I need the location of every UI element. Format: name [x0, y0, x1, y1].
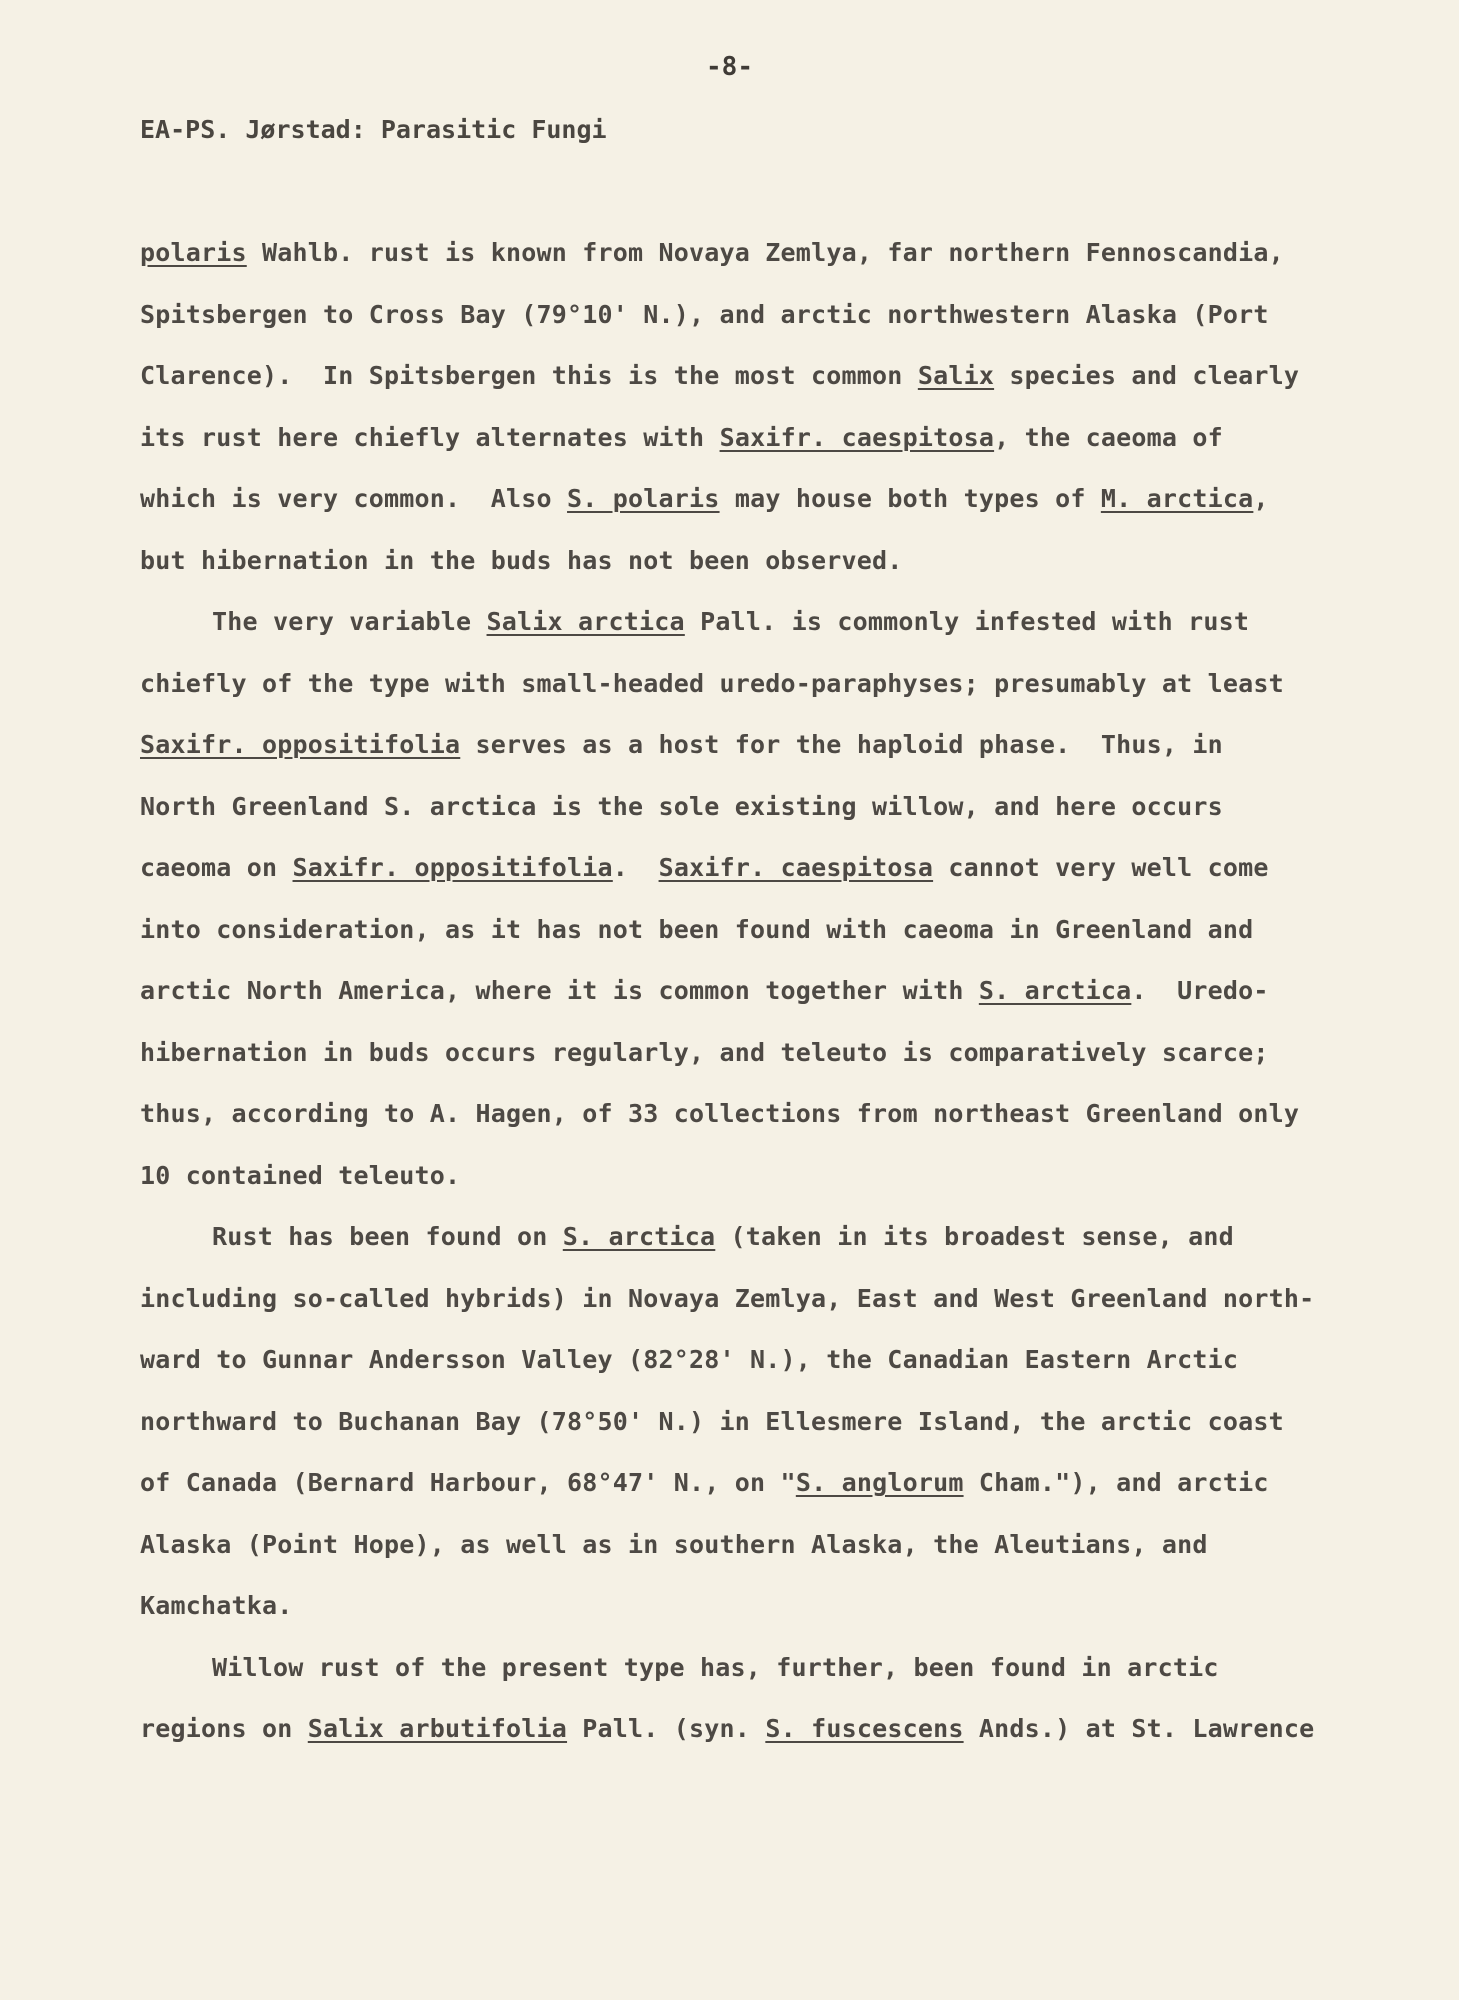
body-text — [140, 238, 1340, 1776]
text-span: . Uredo- — [1131, 976, 1269, 1005]
text-span: its rust here chiefly alternates with — [140, 422, 720, 452]
text-span: caeoma on — [140, 853, 293, 882]
text-line — [140, 976, 1340, 1038]
text-span: Wahlb. rust is known from Novaya Zemlya, far northern Fennoscandia, — [246, 238, 1284, 267]
text-line — [140, 730, 1340, 792]
text-span: into consideration, as it has not been found with caeoma in Greenland and — [140, 914, 1254, 944]
taxon-name: Saxifr. oppositifolia — [140, 730, 461, 759]
taxon-name: Saxifr. caespitosa — [719, 422, 995, 452]
text-span: regions on — [140, 1714, 308, 1743]
text-span: may house both types of — [719, 484, 1101, 513]
text-span: Spitsbergen to Cross Bay (79°10' N.), and arctic northwestern Alaska (Port — [140, 299, 1269, 329]
text-span: including so-called hybrids) in Novaya Zemlya, East and West Greenland north- — [140, 1283, 1315, 1313]
text-line — [140, 915, 1340, 977]
taxon-name: Salix arbutifolia — [307, 1714, 568, 1743]
taxon-name: Saxifr. caespitosa — [658, 853, 934, 882]
text-line — [140, 1345, 1340, 1407]
text-line — [140, 669, 1340, 731]
text-line — [140, 853, 1340, 915]
text-span: , — [1253, 484, 1269, 513]
text-line — [140, 1284, 1340, 1346]
text-span: serves as a host for the haploid phase. Thus, in — [460, 730, 1223, 759]
text-line — [140, 1530, 1340, 1592]
text-span: of Canada (Bernard Harbour, 68°47' N., on " — [140, 1468, 796, 1497]
text-line — [140, 1099, 1340, 1161]
text-line — [140, 300, 1340, 362]
running-head: EA-PS. Jørstad: Parasitic Fungi — [140, 115, 607, 144]
text-line — [140, 1407, 1340, 1469]
taxon-name: Saxifr. oppositifolia — [292, 853, 613, 882]
text-span: northward to Buchanan Bay (78°50' N.) in Ellesmere Island, the arctic coast — [140, 1406, 1284, 1436]
text-span: (taken in its broadest sense, and — [715, 1222, 1234, 1251]
text-span: Clarence). In Spitsbergen this is the most common — [140, 361, 918, 390]
text-line — [140, 238, 1340, 300]
text-line — [140, 1222, 1340, 1284]
taxon-name: polaris — [140, 238, 247, 267]
text-span: Cham."), and arctic — [963, 1468, 1269, 1497]
text-span: chiefly of the type with small-headed uredo-paraphyses; presumably at least — [140, 668, 1284, 698]
page-number: -8- — [706, 52, 753, 82]
text-line — [140, 1653, 1340, 1715]
text-span: Alaska (Point Hope), as well as in southern Alaska, the Aleutians, and — [140, 1529, 1208, 1559]
text-span: thus, according to A. Hagen, of 33 collections from northeast Greenland only — [140, 1099, 1300, 1128]
text-span: Willow rust of the present type has, further, been found in arctic — [212, 1652, 1219, 1682]
text-span: arctic North America, where it is common together with — [140, 976, 979, 1005]
text-span: Kamchatka. — [140, 1591, 293, 1620]
text-span: hibernation in buds occurs regularly, and teleuto is comparatively scarce; — [140, 1037, 1269, 1067]
text-line — [140, 1714, 1340, 1776]
text-span: Ands.) at St. Lawrence — [963, 1714, 1315, 1743]
text-span: 10 contained teleuto. — [140, 1160, 461, 1190]
taxon-name: S. arctica — [978, 976, 1132, 1005]
taxon-name: S. anglorum — [795, 1468, 964, 1497]
text-line — [140, 484, 1340, 546]
text-line — [140, 361, 1340, 423]
taxon-name: S. fuscescens — [765, 1714, 964, 1743]
taxon-name: S. arctica — [562, 1222, 716, 1251]
text-line — [140, 792, 1340, 854]
text-line — [140, 1038, 1340, 1100]
taxon-name: M. arctica — [1100, 484, 1254, 513]
text-span: North Greenland S. arctica is the sole existing willow, and here occurs — [140, 791, 1223, 821]
text-line — [140, 1161, 1340, 1223]
text-span: The very variable — [212, 607, 487, 636]
text-span: cannot very well come — [933, 853, 1269, 882]
text-span: species and clearly — [994, 361, 1300, 390]
text-line — [140, 546, 1340, 608]
taxon-name: Salix — [917, 361, 995, 390]
text-span: Rust has been found on — [212, 1222, 563, 1251]
text-span: , the caeoma of — [994, 422, 1223, 452]
text-line — [140, 1468, 1340, 1530]
text-line — [140, 607, 1340, 669]
text-line — [140, 1591, 1340, 1653]
text-span: which is very common. Also — [140, 484, 568, 513]
text-span: but hibernation in the buds has not been observed. — [140, 545, 903, 575]
text-span: Pall. is commonly infested with rust — [684, 607, 1250, 636]
text-span: ward to Gunnar Andersson Valley (82°28' N.), the Canadian Eastern Arctic — [140, 1345, 1239, 1374]
text-line — [140, 423, 1340, 485]
taxon-name: Salix arctica — [486, 607, 685, 636]
taxon-name: S. polaris — [567, 484, 720, 513]
text-span: . — [612, 853, 659, 882]
text-span: Pall. (syn. — [567, 1714, 766, 1743]
